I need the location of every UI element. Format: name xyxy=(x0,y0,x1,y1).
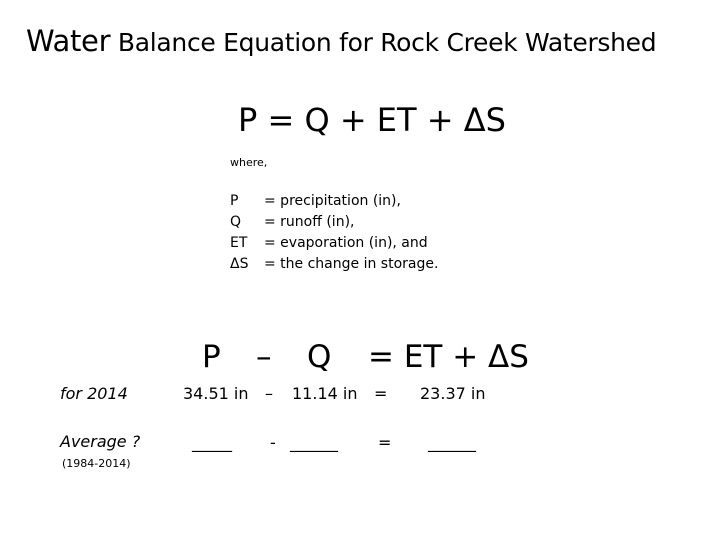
equation2-rest: = ET + ΔS xyxy=(368,339,529,375)
row-average-runoff-blank: ______ xyxy=(290,433,338,452)
row-2014-evaporation: 23.37 in xyxy=(420,384,486,403)
row-2014-minus: – xyxy=(265,384,273,403)
row-average-minus: - xyxy=(270,433,276,452)
row-average-evaporation-blank: ______ xyxy=(428,433,476,452)
row-2014-precipitation: 34.51 in xyxy=(183,384,249,403)
where-label: where, xyxy=(230,156,268,169)
definition-symbol-et: ET xyxy=(230,235,248,251)
definition-text-q: = runoff (in), xyxy=(264,214,355,230)
row-2014-runoff: 11.14 in xyxy=(292,384,358,403)
equation2-p: P xyxy=(202,339,221,375)
title-first-word: Water xyxy=(26,24,111,58)
definition-symbol-q: Q xyxy=(230,214,242,230)
equation2-minus: – xyxy=(256,339,272,375)
row-average-precipitation-blank: _____ xyxy=(192,433,232,452)
main-equation: P = Q + ET + ΔS xyxy=(238,101,506,139)
definition-symbol-ds: ΔS xyxy=(230,256,249,272)
equation2-q: Q xyxy=(307,339,332,375)
title-rest: Balance Equation for Rock Creek Watershed xyxy=(117,28,657,57)
definition-text-p: = precipitation (in), xyxy=(264,193,401,209)
row-2014-label: for 2014 xyxy=(60,384,128,403)
row-average-equals: = xyxy=(378,433,392,452)
definition-text-ds: = the change in storage. xyxy=(264,256,439,272)
row-2014-equals: = xyxy=(374,384,388,403)
row-average-label: Average ? xyxy=(60,432,141,451)
definition-text-et: = evaporation (in), and xyxy=(264,235,428,251)
page-title xyxy=(26,24,656,58)
definition-symbol-p: P xyxy=(230,193,239,209)
row-average-years: (1984-2014) xyxy=(62,457,131,470)
